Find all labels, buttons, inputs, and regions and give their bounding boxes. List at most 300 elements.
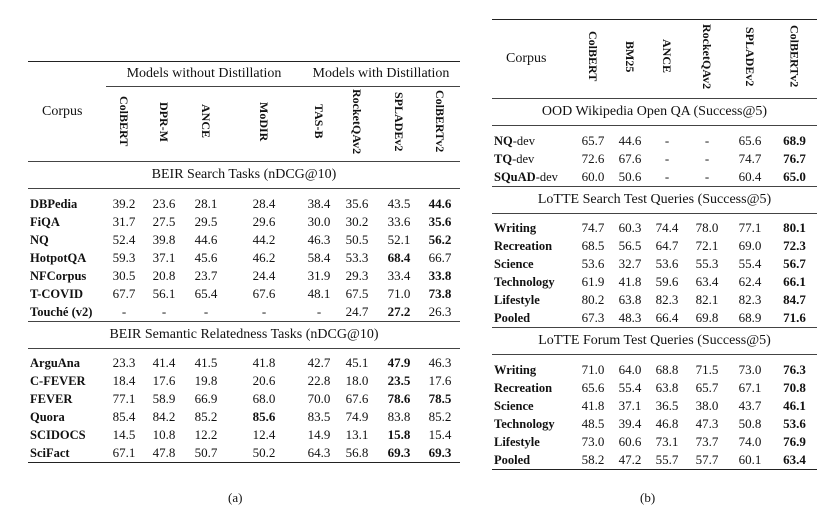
row-label-cell — [492, 150, 574, 168]
value-cell: 56.8 — [345, 445, 369, 460]
table-row — [28, 444, 460, 463]
section-title: BEIR Semantic Relatedness Tasks (nDCG@10) — [28, 321, 460, 348]
row-label-cell — [492, 397, 574, 415]
row-label-cell — [492, 415, 574, 433]
value-cell: 15.8 — [387, 427, 411, 442]
row-label-suffix: -dev — [535, 169, 558, 184]
value-cell: 24.4 — [252, 267, 276, 283]
table-row — [492, 237, 817, 255]
table-row — [28, 408, 460, 426]
value-cell: 68.5 — [581, 238, 605, 253]
corpus-header: Corpus — [42, 103, 83, 119]
model-header: MoDIR — [257, 101, 271, 142]
table-row — [492, 415, 817, 433]
row-label-cell — [492, 379, 574, 397]
value-cell: 31.7 — [112, 213, 136, 229]
model-header-cell — [772, 20, 817, 99]
value-cell: 85.4 — [112, 409, 136, 424]
value-cell: 46.1 — [783, 397, 806, 413]
value-cell: 83.5 — [307, 409, 331, 424]
section-title: LoTTE Forum Test Queries (Success@5) — [492, 328, 817, 355]
value-cell: 71.5 — [695, 361, 719, 377]
value-cell: 41.8 — [252, 355, 276, 370]
value-cell: 66.4 — [655, 310, 679, 325]
value-cell: 82.3 — [655, 292, 679, 307]
value-cell: 68.8 — [655, 361, 679, 377]
value-cell: 60.0 — [581, 168, 605, 184]
value-cell: 23.7 — [194, 267, 218, 283]
value-cell: 13.1 — [345, 427, 369, 442]
value-cell: 74.9 — [345, 409, 369, 424]
value-cell: 43.7 — [738, 397, 762, 413]
value-cell: 19.8 — [194, 373, 218, 388]
row-label: Writing — [494, 362, 537, 377]
row-label: SQuAD — [494, 169, 536, 184]
value-cell: 76.3 — [783, 361, 806, 377]
corpus-header: Corpus — [506, 51, 547, 66]
value-cell: 56.1 — [152, 285, 176, 301]
value-cell: 73.0 — [581, 433, 605, 449]
row-label: Lifestyle — [494, 293, 540, 307]
value-cell: 45.1 — [345, 355, 369, 370]
row-label: SciFact — [30, 446, 70, 460]
value-cell: 52.1 — [387, 231, 411, 247]
section-row — [492, 186, 817, 213]
value-cell: 72.3 — [783, 238, 806, 253]
value-cell: 71.6 — [783, 310, 806, 325]
value-cell: 41.4 — [152, 355, 176, 370]
row-label-cell — [492, 213, 574, 237]
value-cell: 65.7 — [581, 132, 605, 148]
value-cell: - — [161, 303, 167, 319]
value-cell: 23.6 — [152, 195, 176, 211]
row-label: FiQA — [30, 214, 60, 229]
value-cell: 55.4 — [738, 256, 762, 271]
table-row — [28, 285, 460, 303]
value-cell: 60.4 — [738, 168, 762, 184]
value-cell: - — [664, 132, 670, 148]
value-cell: 53.6 — [581, 256, 605, 271]
value-cell: 37.1 — [618, 397, 642, 413]
value-cell: 50.2 — [252, 445, 276, 460]
table-b — [492, 19, 817, 470]
value-cell: 38.4 — [307, 195, 331, 211]
value-cell: - — [664, 168, 670, 184]
value-cell: 66.1 — [783, 274, 806, 289]
value-cell: 33.8 — [428, 267, 452, 283]
value-cell: 30.0 — [307, 213, 331, 229]
value-cell: 56.7 — [783, 256, 806, 271]
value-cell: 64.0 — [618, 361, 642, 377]
section-row — [492, 99, 817, 126]
value-cell: - — [664, 150, 670, 166]
row-label: DBPedia — [30, 196, 78, 211]
value-cell: 74.0 — [738, 433, 762, 449]
row-label: Writing — [494, 221, 537, 235]
value-cell: 52.4 — [112, 231, 136, 247]
value-cell: 78.0 — [695, 220, 719, 235]
table-row — [28, 372, 460, 390]
value-cell: 18.0 — [345, 373, 369, 388]
value-cell: 17.6 — [428, 373, 452, 388]
value-cell: 69.0 — [738, 238, 762, 253]
value-cell: 82.1 — [695, 292, 719, 307]
value-cell: 44.6 — [194, 231, 218, 247]
value-cell: 23.3 — [112, 355, 136, 370]
value-cell: 64.7 — [655, 238, 679, 253]
row-label: Touché (v2) — [30, 304, 93, 319]
model-header-cell — [106, 87, 142, 162]
value-cell: 73.7 — [695, 433, 719, 449]
table-row — [492, 355, 817, 379]
model-header-cell — [186, 87, 226, 162]
value-cell: 12.2 — [194, 427, 218, 442]
value-cell: 65.6 — [581, 379, 605, 395]
table-row — [492, 309, 817, 328]
row-label: Science — [494, 257, 534, 271]
row-label: T-COVID — [30, 286, 84, 301]
value-cell: 80.2 — [581, 292, 605, 307]
table-row — [492, 273, 817, 291]
value-cell: 17.6 — [152, 373, 176, 388]
table-row — [492, 213, 817, 237]
model-header: BM25 — [623, 40, 637, 73]
value-cell: 60.1 — [738, 451, 762, 467]
value-cell: 80.1 — [783, 220, 806, 235]
value-cell: 74.7 — [581, 220, 605, 235]
row-label-cell — [492, 255, 574, 273]
value-cell: 42.7 — [307, 355, 331, 370]
model-header-cell — [574, 20, 612, 99]
row-label: Science — [494, 398, 534, 413]
row-label: HotpotQA — [30, 250, 87, 265]
value-cell: 55.4 — [618, 379, 642, 395]
value-cell: 39.2 — [112, 195, 136, 211]
value-cell: 82.3 — [738, 292, 762, 307]
row-label: C-FEVER — [30, 374, 86, 388]
value-cell: 74.7 — [738, 150, 762, 166]
value-cell: 78.5 — [428, 391, 452, 406]
value-cell: 48.5 — [581, 415, 605, 431]
row-label: Technology — [494, 416, 555, 431]
table-row — [492, 291, 817, 309]
model-header-cell — [302, 87, 336, 162]
value-cell: 69.3 — [387, 445, 411, 460]
table-row — [28, 189, 460, 213]
value-cell: 36.5 — [655, 397, 679, 413]
table-row — [492, 168, 817, 187]
value-cell: 76.9 — [783, 433, 806, 449]
value-cell: 28.1 — [194, 195, 218, 211]
model-header: ColBERTv2 — [787, 25, 802, 88]
value-cell: 27.2 — [387, 303, 411, 319]
value-cell: 63.4 — [695, 274, 719, 289]
table-row — [28, 267, 460, 285]
value-cell: 26.3 — [428, 303, 452, 319]
table-row — [28, 348, 460, 372]
row-label: TQ — [494, 151, 513, 166]
value-cell: 48.1 — [307, 285, 331, 301]
value-cell: 24.7 — [345, 303, 369, 319]
model-header: ColBERTv2 — [433, 90, 447, 153]
value-cell: 58.2 — [581, 451, 605, 467]
section-row — [492, 328, 817, 355]
value-cell: 67.7 — [112, 285, 136, 301]
value-cell: 50.6 — [618, 168, 642, 184]
row-label: Quora — [30, 410, 65, 424]
value-cell: 33.4 — [387, 267, 411, 283]
section-title: OOD Wikipedia Open QA (Success@5) — [492, 99, 817, 126]
value-cell: 65.4 — [194, 285, 218, 301]
table-a-group-header — [28, 62, 460, 87]
value-cell: 63.4 — [783, 451, 806, 467]
row-label: ArguAna — [30, 356, 81, 370]
value-cell: 45.6 — [194, 249, 218, 265]
value-cell: 67.5 — [345, 285, 369, 301]
value-cell: 63.8 — [618, 292, 642, 307]
value-cell: 18.4 — [112, 373, 136, 388]
value-cell: 68.9 — [783, 132, 806, 148]
value-cell: 10.8 — [152, 427, 176, 442]
value-cell: 84.7 — [783, 292, 806, 307]
value-cell: 30.2 — [345, 213, 369, 229]
value-cell: 55.7 — [655, 451, 679, 467]
value-cell: 72.1 — [695, 238, 719, 253]
value-cell: 74.4 — [655, 220, 679, 235]
value-cell: 44.6 — [428, 195, 452, 211]
model-header: ANCE — [199, 104, 213, 139]
model-header: ColBERT — [586, 31, 600, 82]
value-cell: 39.8 — [152, 231, 176, 247]
table-row — [492, 433, 817, 451]
value-cell: 14.9 — [307, 427, 331, 442]
value-cell: 69.3 — [428, 445, 452, 460]
value-cell: 41.8 — [581, 397, 605, 413]
row-label-cell — [492, 451, 574, 470]
row-label-cell — [492, 126, 574, 150]
value-cell: 85.2 — [428, 409, 452, 424]
value-cell: 69.8 — [695, 310, 719, 325]
value-cell: 29.5 — [194, 213, 218, 229]
value-cell: 72.6 — [581, 150, 605, 166]
value-cell: 77.1 — [112, 391, 136, 406]
value-cell: 47.8 — [152, 445, 176, 460]
value-cell: 63.8 — [655, 379, 679, 395]
row-label: Pooled — [494, 311, 531, 325]
value-cell: 41.5 — [194, 355, 218, 370]
value-cell: 46.3 — [428, 355, 452, 370]
value-cell: 66.7 — [428, 249, 452, 265]
row-label: Technology — [494, 275, 555, 289]
model-header-cell — [336, 87, 378, 162]
group-header-distillation: Models with Distillation — [312, 66, 450, 81]
model-header: SPLADEv2 — [392, 91, 406, 152]
value-cell: 58.9 — [152, 391, 176, 406]
value-cell: 48.3 — [618, 310, 642, 325]
value-cell: 46.2 — [252, 249, 276, 265]
value-cell: 71.0 — [581, 361, 605, 377]
value-cell: 29.3 — [345, 267, 369, 283]
value-cell: 53.6 — [783, 415, 806, 431]
row-label: Lifestyle — [494, 434, 540, 449]
row-label-cell — [492, 309, 574, 328]
value-cell: 68.4 — [387, 249, 411, 265]
value-cell: 59.3 — [112, 249, 136, 265]
value-cell: 33.6 — [387, 213, 411, 229]
table-b-model-header — [492, 20, 817, 99]
value-cell: 53.3 — [345, 249, 369, 265]
value-cell: 62.4 — [738, 274, 762, 289]
value-cell: - — [316, 303, 322, 319]
table-row — [492, 150, 817, 168]
row-label: Pooled — [494, 452, 531, 467]
model-header-cell — [686, 20, 728, 99]
row-label: NQ — [494, 133, 513, 148]
row-label: NFCorpus — [30, 268, 87, 283]
value-cell: 38.0 — [695, 397, 719, 413]
row-label-cell — [492, 168, 574, 187]
table-row — [28, 231, 460, 249]
row-label: SCIDOCS — [30, 428, 86, 442]
value-cell: - — [704, 132, 710, 148]
value-cell: 39.4 — [618, 415, 642, 431]
model-header-cell — [226, 87, 302, 162]
value-cell: 47.3 — [695, 415, 719, 431]
value-cell: 50.5 — [345, 231, 369, 247]
value-cell: 85.2 — [194, 409, 218, 424]
value-cell: 73.8 — [428, 285, 452, 301]
value-cell: 55.3 — [695, 256, 719, 271]
value-cell: 53.6 — [655, 256, 679, 271]
table-row — [492, 397, 817, 415]
value-cell: - — [261, 303, 267, 319]
value-cell: 23.5 — [387, 373, 411, 388]
value-cell: 67.1 — [112, 445, 136, 460]
model-header-cell — [378, 87, 420, 162]
section-row — [28, 162, 460, 189]
row-label-cell — [492, 433, 574, 451]
model-header: ColBERT — [117, 96, 131, 147]
model-header: RocketQAv2 — [700, 23, 714, 90]
value-cell: 70.0 — [307, 391, 331, 406]
value-cell: 67.6 — [345, 391, 369, 406]
section-row — [28, 321, 460, 348]
value-cell: 35.6 — [345, 195, 369, 211]
value-cell: 84.2 — [152, 409, 176, 424]
value-cell: 41.8 — [618, 274, 642, 289]
table-row — [28, 390, 460, 408]
value-cell: 56.5 — [618, 238, 642, 253]
group-header-no-distillation: Models without Distillation — [126, 66, 282, 81]
value-cell: 50.7 — [194, 445, 218, 460]
value-cell: 76.7 — [783, 150, 806, 166]
value-cell: 43.5 — [387, 195, 411, 211]
model-header: DPR-M — [157, 101, 171, 142]
value-cell: 68.9 — [738, 310, 762, 325]
value-cell: - — [704, 150, 710, 166]
value-cell: 68.0 — [252, 391, 276, 406]
model-header: SPLADEv2 — [743, 26, 757, 87]
value-cell: 28.4 — [252, 195, 276, 211]
value-cell: 65.6 — [738, 132, 762, 148]
section-title: LoTTE Search Test Queries (Success@5) — [492, 186, 817, 213]
table-a — [28, 61, 460, 463]
value-cell: 15.4 — [428, 427, 452, 442]
value-cell: 70.8 — [783, 379, 806, 395]
value-cell: 47.9 — [387, 355, 411, 370]
row-label-cell — [492, 355, 574, 379]
row-label: FEVER — [30, 392, 73, 406]
value-cell: 77.1 — [738, 220, 762, 235]
value-cell: 61.9 — [581, 274, 605, 289]
value-cell: 35.6 — [428, 213, 452, 229]
model-header-cell — [648, 20, 686, 99]
table-row — [28, 213, 460, 231]
value-cell: 46.8 — [655, 415, 679, 431]
value-cell: 46.3 — [307, 231, 331, 247]
model-header-cell — [612, 20, 648, 99]
value-cell: 78.6 — [387, 391, 411, 406]
value-cell: 83.8 — [387, 409, 411, 424]
value-cell: 66.9 — [194, 391, 218, 406]
value-cell: 14.5 — [112, 427, 136, 442]
row-label: NQ — [30, 232, 49, 247]
value-cell: 27.5 — [152, 213, 176, 229]
value-cell: 12.4 — [252, 427, 276, 442]
caption-a: (a) — [228, 490, 243, 505]
value-cell: - — [121, 303, 127, 319]
value-cell: 60.6 — [618, 433, 642, 449]
value-cell: 50.8 — [738, 415, 762, 431]
value-cell: 22.8 — [307, 373, 331, 388]
value-cell: 44.6 — [618, 132, 642, 148]
value-cell: 57.7 — [695, 451, 719, 467]
value-cell: 20.6 — [252, 373, 276, 388]
value-cell: 44.2 — [252, 231, 276, 247]
value-cell: 37.1 — [152, 249, 176, 265]
table-row — [28, 426, 460, 444]
table-row — [28, 249, 460, 267]
row-label-cell — [492, 237, 574, 255]
table-row — [492, 451, 817, 470]
value-cell: 65.0 — [783, 168, 806, 184]
value-cell: 64.3 — [307, 445, 331, 460]
model-header-cell — [728, 20, 772, 99]
section-title: BEIR Search Tasks (nDCG@10) — [28, 162, 460, 189]
value-cell: 60.3 — [618, 220, 642, 235]
table-row — [28, 303, 460, 322]
table-row — [492, 255, 817, 273]
value-cell: 67.6 — [252, 285, 276, 301]
model-header: TAS-B — [312, 104, 326, 139]
model-header-cell — [142, 87, 186, 162]
value-cell: 67.3 — [581, 310, 605, 325]
row-label: Recreation — [494, 239, 553, 253]
model-header: RocketQAv2 — [350, 88, 364, 155]
row-label-cell — [492, 291, 574, 309]
value-cell: 32.7 — [618, 256, 642, 271]
row-label-suffix: -dev — [512, 133, 535, 148]
caption-b: (b) — [640, 490, 656, 505]
row-label: Recreation — [494, 380, 553, 395]
value-cell: 65.7 — [695, 379, 719, 395]
value-cell: 59.6 — [655, 274, 679, 289]
value-cell: - — [704, 168, 710, 184]
value-cell: 30.5 — [112, 267, 136, 283]
value-cell: 85.6 — [252, 409, 276, 424]
value-cell: 20.8 — [152, 267, 176, 283]
value-cell: 31.9 — [307, 267, 331, 283]
